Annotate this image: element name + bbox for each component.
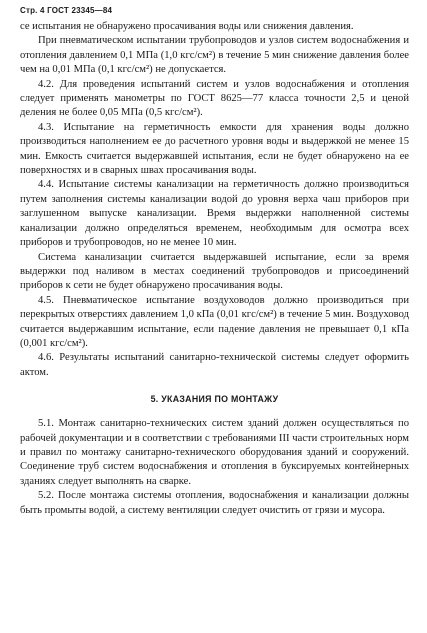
paragraph: се испытания не обнаружено просачивания воды или снижения давления. (20, 21, 354, 32)
page-header: Стр. 4 ГОСТ 23345—84 (20, 6, 113, 15)
paragraph-5-1: 5.1. Монтаж санитарно-технических систем зданий должен осуществляться по рабочей документации и в соответствии с требованиями III части строительных норм и правил по монтажу санитарно-технического оборудования зданий и сооружений. Соединение труб систем водоснабжения и отопления в буксируемых контейнерных зданиях следует выполнять на сварке. (20, 418, 409, 487)
paragraph-4-3: 4.3. Испытание на герметичность емкости для хранения воды должно производиться наполнением ее до расчетного уровня воды и выдержкой не менее 15 мин. Емкость считается выдержавшей испытания, если не будет обнаружено на ее поверхностях и в сварных швах просачивания воды. (20, 121, 409, 177)
paragraph: Система канализации считается выдержавшей испытание, если за время выдержки под наливом в местах соединений трубопроводов и присоединений приборов к сети не будет обнаружено просачивания воды. (20, 251, 409, 292)
paragraph-5-2: 5.2. После монтажа системы отопления, водоснабжения и канализации должны быть промыты водой, а систему вентиляции следует очистить от грязи и мусора. (20, 490, 409, 516)
section-title: 5. УКАЗАНИЯ ПО МОНТАЖУ (150, 394, 279, 405)
paragraph-4-6: 4.6. Результаты испытаний санитарно-технической системы следует оформить актом. (20, 352, 409, 378)
paragraph: При пневматическом испытании трубопроводов и узлов систем водоснабжения и отопления давлением 0,1 МПа (1,0 кгс/см²) в течение 5 мин снижение давления более чем на 0,01 МПа (0,1 кгс/см²) не допускается. (20, 35, 409, 76)
paragraph-4-4: 4.4. Испытание системы канализации на герметичность должно производиться путем заполнения системы канализации водой до уровня верха чаш приборов при заглушенном выпуске канализации. Время выдержки наполненной системы канализации должно определяться временем, необходимым для осмотра всех приборов и трубопроводов, но не менее 10 мин. (20, 179, 409, 249)
paragraph-4-5: 4.5. Пневматическое испытание воздуховодов должно производиться при перекрытых отверстиях давлением 1,0 кПа (0,01 кгс/см²) в течение 5 мин. Воздуховод считается выдержавшим испытание, если падение давления не превышает 0,1 кПа (0,001 кгс/см²). (20, 294, 409, 349)
document-body (20, 20, 409, 518)
paragraph-4-2: 4.2. Для проведения испытаний систем и узлов водоснабжения и отопления следует применять манометры по ГОСТ 8625—77 класса точности 2,5 и ценой деления не более 0,05 МПа (0,5 кгс/см²). (20, 78, 409, 119)
